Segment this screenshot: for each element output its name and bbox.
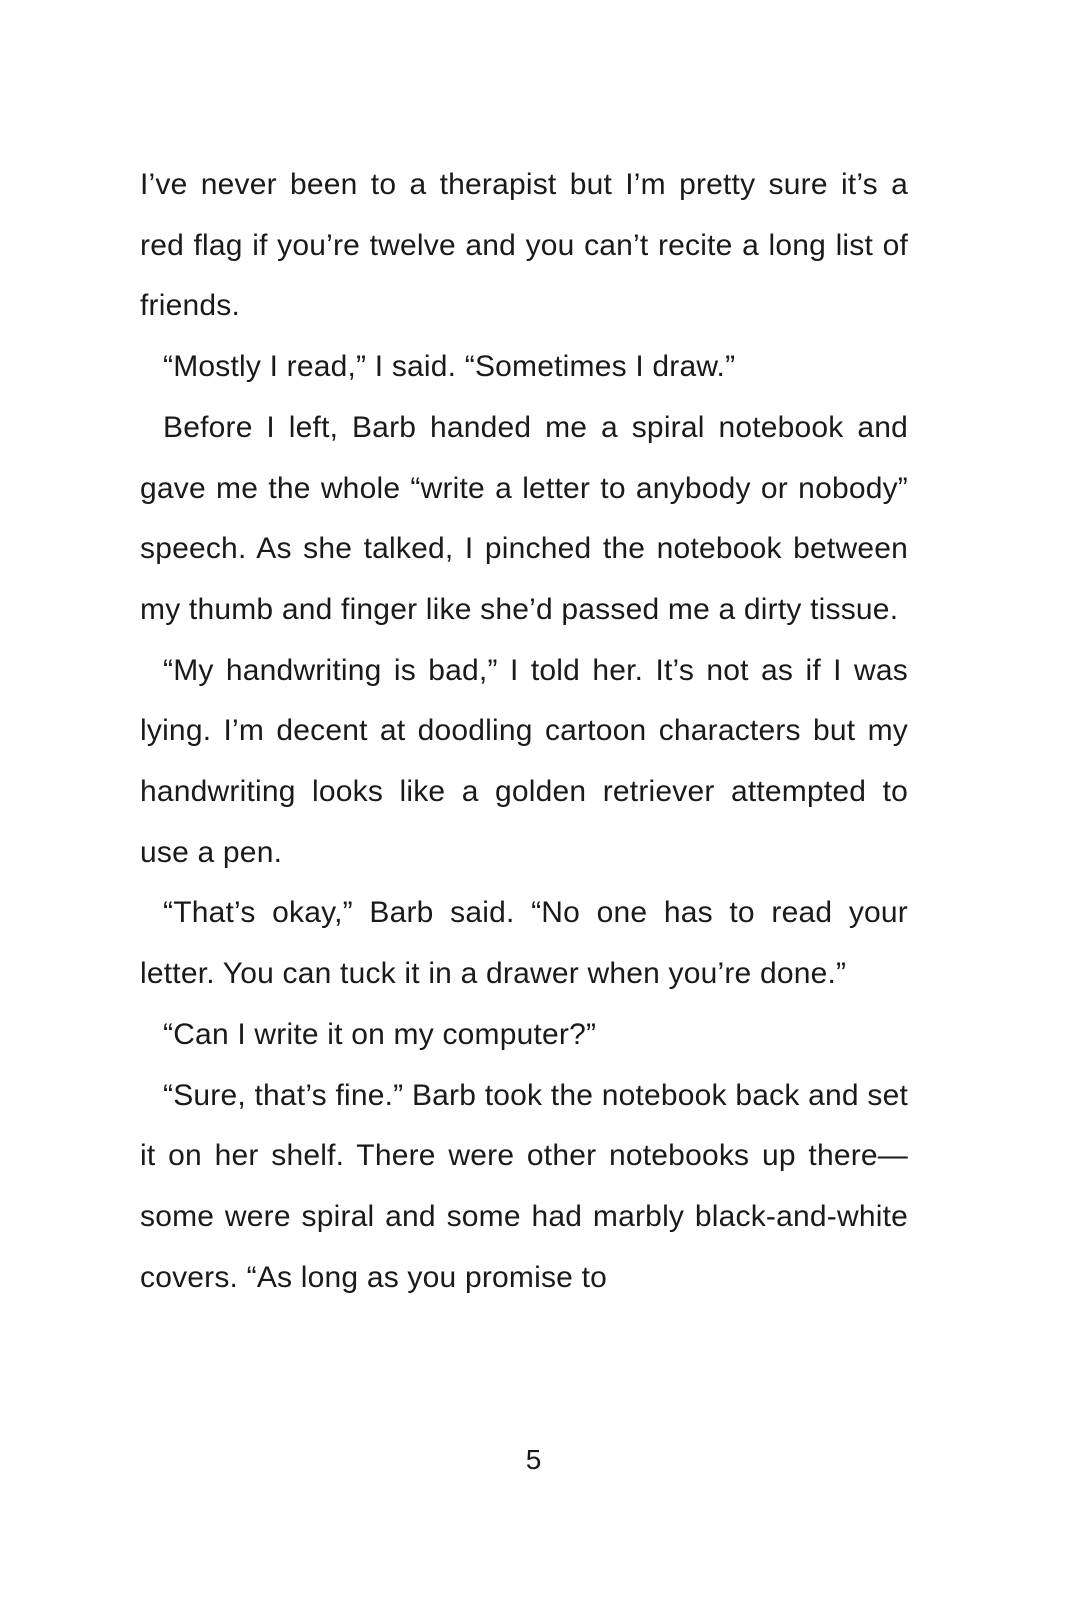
- paragraph: I’ve never been to a therapist but I’m pretty sure it’s a red flag if you’re twelve and you can’t recite a long list of friends.: [140, 168, 908, 323]
- paragraph: “That’s okay,” Barb said. “No one has to read your letter. You can tuck it in a drawer when you’re done.”: [140, 896, 908, 991]
- paragraph: “Sure, that’s fine.” Barb took the notebook back and set it on her shelf. There were other notebooks up there—some were spiral and some had marbly black-and-white covers. “As long as you promise to: [140, 1078, 908, 1294]
- paragraph: “Mostly I read,” I said. “Sometimes I draw.”: [163, 350, 736, 384]
- page-number: 5: [525, 1444, 542, 1475]
- body-text: [140, 155, 908, 1308]
- paragraph: “My handwriting is bad,” I told her. It’s not as if I was lying. I’m decent at doodling cartoon characters but my handwriting looks like a golden retriever attempted to use a pen.: [140, 653, 908, 869]
- paragraph: “Can I write it on my computer?”: [163, 1017, 597, 1051]
- paragraph: Before I left, Barb handed me a spiral notebook and gave me the whole “write a letter to anybody or nobody” speech. As she talked, I pinched the notebook between my thumb and finger like she’d passed me a dirty tissue.: [140, 410, 908, 626]
